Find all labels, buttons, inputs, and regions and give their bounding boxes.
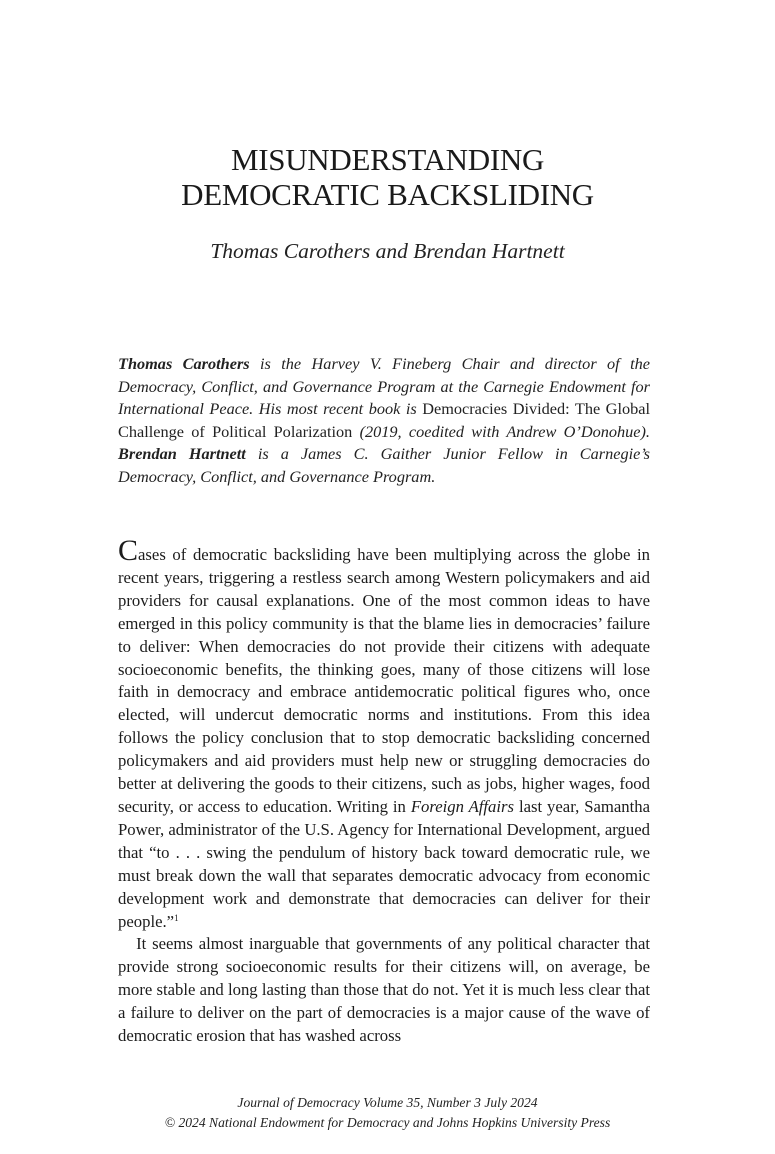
paragraph-1-text-a: ases of democratic backsliding have been multiplying across the globe in recent years, triggering a restless search among Western policymakers and aid providers for causal explanations. One of the most common ideas to have emerged in this policy community is that the blame lies in democracies’ failure to deliver: When democracies do not provide their citizens with adequate socioeconomic benefits, the thinking goes, many of those citizens will lose faith in democracy and embrace antidemocratic political figures who, once elected, will undercut democratic norms and institutions. From this idea follows the policy conclusion that to stop democratic backsliding concerned policymakers and aid providers must help new or struggling democracies do better at delivering the goods to their citizens, such as jobs, higher wages, food security, or access to education. Writing in [118, 545, 650, 816]
bio-text-1: is the Harvey V. Fineberg Chair and director of the Democracy, Conflict, and Governance Program at the Carnegie Endowment for International Peace. His most recent book is [118, 354, 650, 419]
bio-text-3: is a James C. Gaither Junior Fellow in Carnegie’s Democracy, Conflict, and Governance Program. [118, 444, 650, 486]
bio-text-2: (2019, coedited with Andrew O’Donohue). [352, 421, 650, 441]
body-paragraph-2 [118, 933, 650, 1048]
title-line-2: DEMOCRATIC BACKSLIDING [181, 177, 594, 212]
article-body [118, 534, 650, 1048]
article-authors: Thomas Carothers and Brendan Hartnett [210, 239, 565, 263]
journal-title: Foreign Affairs [410, 796, 515, 816]
paragraph-2-text: It seems almost inarguable that governments of any political character that provide strong socioeconomic results for their citizens will, on average, be more stable and long lasting than those that do not. Yet it is much less clear that a failure to deliver on the part of democracies is a major cause of the wave of democratic erosion that has washed across [118, 934, 650, 1046]
body-paragraph-1 [118, 534, 650, 933]
bio-name-1: Thomas Carothers [118, 354, 250, 373]
page-footer [0, 1093, 775, 1133]
footer-copyright-line: © 2024 National Endowment for Democracy and Johns Hopkins University Press [164, 1115, 611, 1130]
bio-name-2: Brendan Hartnett [118, 444, 246, 464]
paragraph-1-text-b: last year, Samantha Power, administrator of the U.S. Agency for International Development, argued that “to . . . swing the pendulum of history back toward democratic rule, we must break down the wall that separates democratic advocacy from economic development work and demonstrate that democracies can deliver for their people.” [118, 796, 650, 931]
footnote-marker: 1 [174, 912, 179, 923]
bio-book-title: Democracies Divided: The Global Challenge of Political Polarization [118, 399, 650, 441]
author-bio [118, 353, 650, 489]
footer-journal-line: Journal of Democracy Volume 35, Number 3 July 2024 [237, 1095, 538, 1110]
title-line-1: MISUNDERSTANDING [230, 142, 545, 177]
drop-cap: C [118, 534, 139, 567]
article-title [0, 142, 775, 212]
